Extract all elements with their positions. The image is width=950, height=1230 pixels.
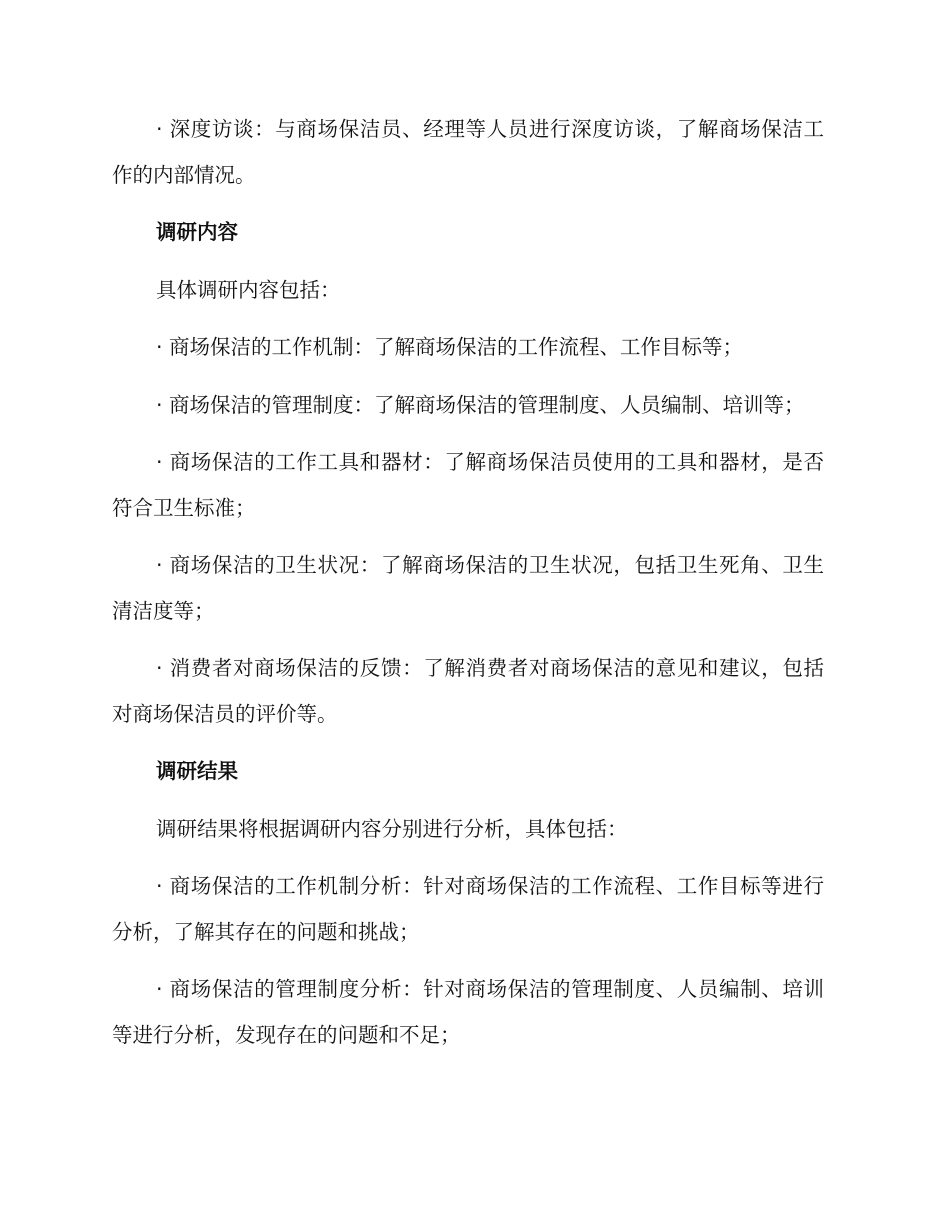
paragraph-research-results-intro: 调研结果将根据调研内容分别进行分析，具体包括：	[156, 816, 628, 841]
paragraph-in-depth-interview: · 深度访谈：与商场保洁员、经理等人员进行深度访谈，了解商场保洁工作的内部情况。	[112, 117, 824, 187]
paragraph-hygiene-status: · 商场保洁的卫生状况：了解商场保洁的卫生状况，包括卫生死角、卫生清洁度等；	[112, 553, 824, 623]
paragraph-consumer-feedback: · 消费者对商场保洁的反馈：了解消费者对商场保洁的意见和建议，包括对商场保洁员的评价等。	[112, 656, 824, 726]
document-page	[112, 107, 824, 1070]
paragraph-research-content-intro: 具体调研内容包括：	[156, 277, 341, 302]
section-heading-research-content: 调研内容	[156, 220, 238, 244]
paragraph-tools-equipment: · 商场保洁的工作工具和器材：了解商场保洁员使用的工具和器材，是否符合卫生标准；	[112, 450, 824, 520]
section-heading-research-results: 调研结果	[156, 759, 238, 783]
paragraph-management-system: · 商场保洁的管理制度：了解商场保洁的管理制度、人员编制、培训等；	[156, 392, 805, 417]
paragraph-work-mechanism-analysis: · 商场保洁的工作机制分析：针对商场保洁的工作流程、工作目标等进行分析，了解其存在的问题和挑战；	[112, 874, 824, 944]
paragraph-work-mechanism: · 商场保洁的工作机制：了解商场保洁的工作流程、工作目标等；	[156, 335, 744, 359]
paragraph-management-system-analysis: · 商场保洁的管理制度分析：针对商场保洁的管理制度、人员编制、培训等进行分析，发现存在的问题和不足；	[112, 977, 824, 1047]
